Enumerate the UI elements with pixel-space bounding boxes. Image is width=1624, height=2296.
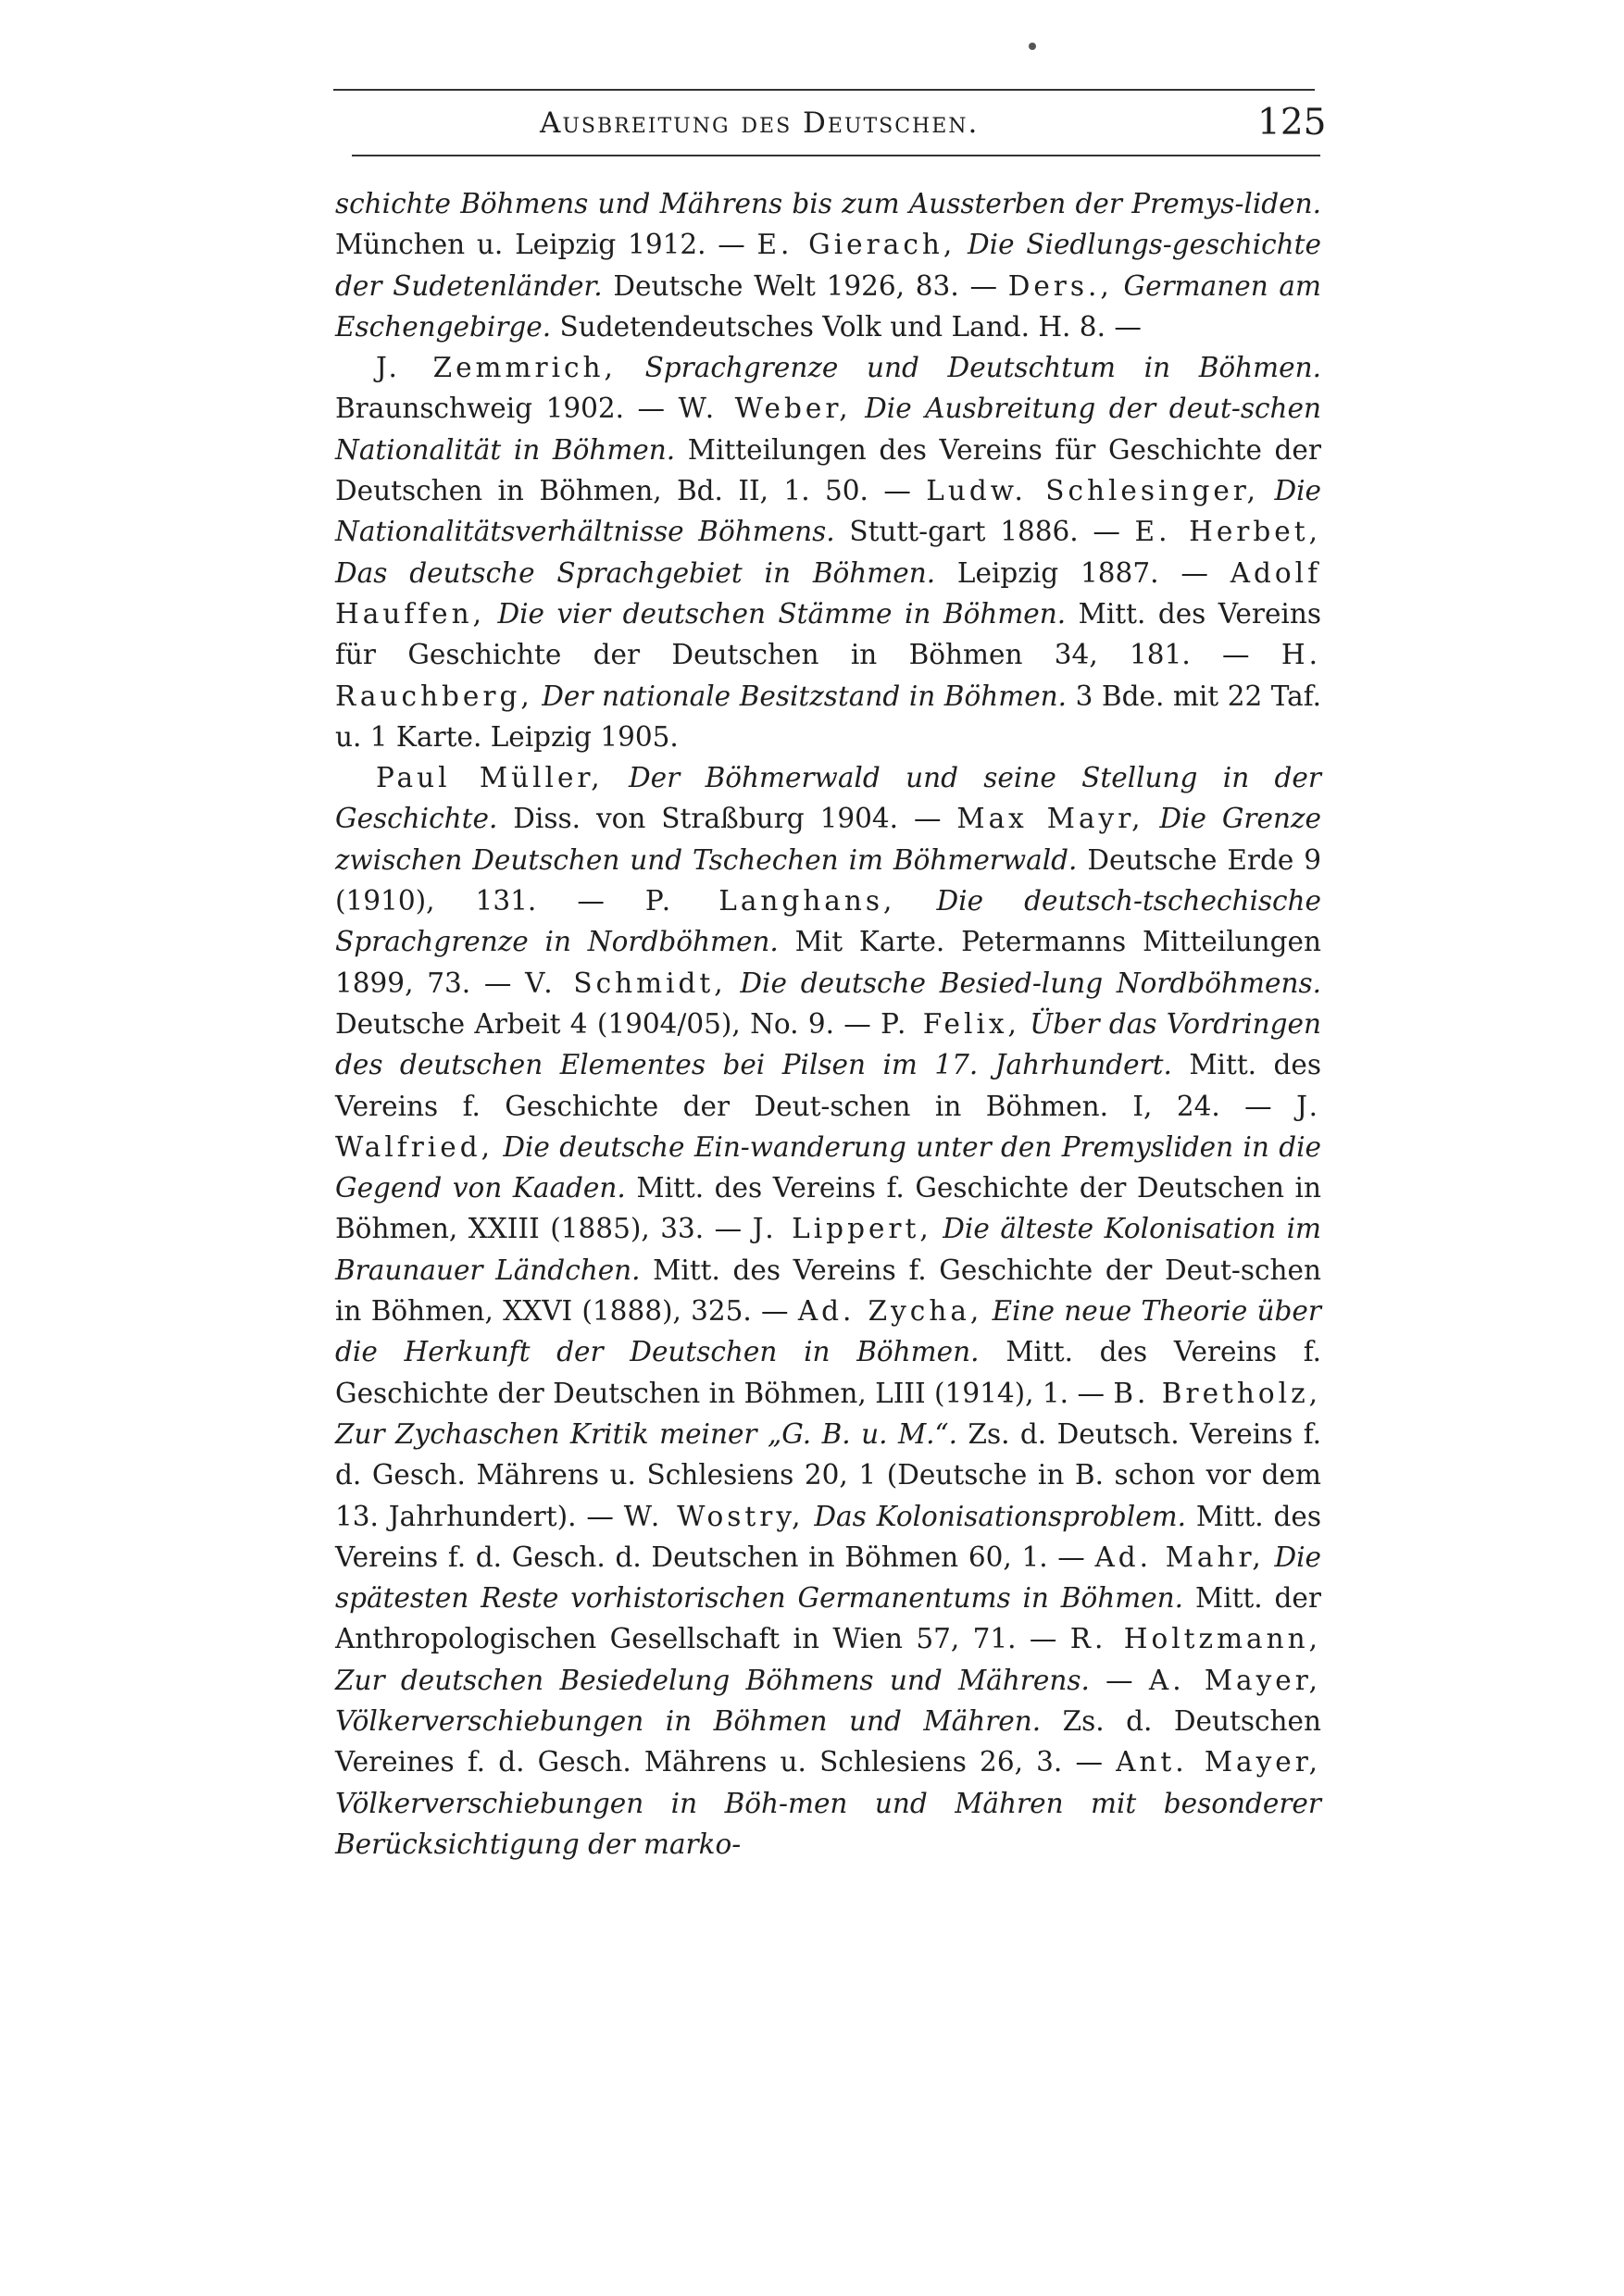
page-number: 125 (1257, 102, 1327, 144)
italic-title: Völkerverschiebungen in Böh-men und Mähren mit besonderer Berücksichtigung der marko- (335, 1787, 1321, 1860)
plain-text (895, 885, 936, 917)
author-name: P. Felix, (881, 1007, 1020, 1040)
author-name: W. Wostry, (623, 1500, 805, 1532)
plain-text: Mitt. des Vereins f. Geschichte der Deutschen in Böhmen, XXIII (1885), 33. — (335, 1172, 1321, 1245)
italic-title: Die Ausbreitung der deut-schen Nationalität in Böhmen. (335, 393, 1321, 466)
paragraph-2 (335, 347, 1321, 757)
plain-text (956, 229, 968, 260)
author-name: Adolf Hauffen, (335, 556, 1321, 630)
plain-text: 3 Bde. mit 22 Taf. u. 1 Karte. Leipzig 1905. (335, 680, 1322, 753)
plain-text: Mitt. des Vereins f. Geschichte der Deut-schen in Böhmen. I, 24. — (335, 1049, 1321, 1122)
plain-text (493, 1131, 503, 1163)
author-name: A. Mayer, (1148, 1664, 1321, 1696)
author-name: Max Mayr, (956, 803, 1144, 835)
author-name: B. Bretholz, (1113, 1377, 1321, 1409)
plain-text: Deutsche Arbeit 4 (1904/05), No. 9. — (335, 1007, 881, 1040)
paragraph-1 (335, 183, 1321, 347)
italic-title: Die Siedlungs-geschichte der Sudetenländer. (335, 229, 1321, 302)
italic-title: Sprachgrenze und Deutschtum in Böhmen. (644, 352, 1321, 384)
plain-text (804, 1501, 814, 1532)
italic-title: Das deutsche Sprachgebiet in Böhmen. (335, 556, 936, 589)
author-name: H. Rauchberg, (335, 639, 1321, 712)
plain-text (932, 1213, 943, 1244)
italic-title: Völkerverschiebungen in Böhmen und Mähren. (335, 1704, 1042, 1737)
italic-title: Über das Vordringen des deutschen Elementes bei Pilsen im 17. Jahrhundert. (335, 1007, 1322, 1081)
italic-title: Die Nationalitätsverhältnisse Böhmens. (335, 475, 1321, 548)
paragraph-3 (335, 757, 1321, 1865)
author-name: J. Walfried, (335, 1090, 1321, 1163)
author-name: V. Schmidt, (525, 967, 727, 999)
author-name: Ant. Mayer, (1116, 1746, 1321, 1778)
header-rule-top (333, 89, 1315, 91)
plain-text: Mitt. der Anthropologischen Gesellschaft in Wien 57, 71. — (335, 1582, 1321, 1655)
plain-text: Mitteilungen des Vereins für Geschichte der Deutschen in Böhmen, Bd. II, 1. 50. — (335, 433, 1321, 507)
italic-title: Germanen am Eschengebirge. (335, 269, 1321, 343)
italic-title: Die deutsche Ein-wanderung unter den Premysliden in die Gegend von Kaaden. (335, 1130, 1321, 1204)
italic-title: Zur deutschen Besiedelung Böhmens und Mährens. (335, 1664, 1090, 1696)
plain-text (533, 680, 543, 712)
italic-title: Das Kolonisationsproblem. (814, 1500, 1187, 1532)
plain-text: — (1089, 1664, 1149, 1696)
plain-text: Mitt. des Vereins f. Geschichte der Deutschen in Böhmen, LIII (1914), 1. — (335, 1336, 1321, 1409)
author-name: E. Gierach, (756, 229, 956, 261)
plain-text (982, 1295, 992, 1327)
plain-text: Mitt. des Vereins f. d. Gesch. d. Deutschen in Böhmen 60, 1. — (335, 1500, 1322, 1573)
author-name: Ludw. Schlesinger, (926, 475, 1260, 507)
header-rule-bottom (352, 155, 1320, 156)
plain-text (1020, 1008, 1030, 1040)
italic-title: Die vier deutschen Stämme in Böhmen. (497, 597, 1067, 630)
italic-title: Die Grenze zwischen Deutschen und Tschechen im Böhmerwald. (335, 803, 1321, 876)
plain-text (1265, 1541, 1275, 1573)
body-text (335, 183, 1321, 1865)
plain-text: Stutt-gart 1886. — (834, 516, 1135, 548)
plain-text (727, 967, 741, 999)
plain-text (1143, 803, 1159, 834)
plain-text (617, 352, 645, 383)
plain-text: Diss. von Straßburg 1904. — (497, 803, 957, 835)
italic-title: Die deutsche Besied-lung Nordböhmens. (740, 967, 1321, 999)
italic-title: Die älteste Kolonisation im Braunauer Ländchen. (335, 1213, 1322, 1286)
italic-title: Die spätesten Reste vorhistorischen Germanentums in Böhmen. (335, 1541, 1321, 1615)
italic-title: Die deutsch-tschechische Sprachgrenze in Nordböhmen. (335, 885, 1321, 958)
author-name: J. Lippert, (752, 1213, 932, 1245)
author-name: Ad. Mahr, (1094, 1541, 1265, 1573)
italic-title: Der nationale Besitzstand in Böhmen. (542, 680, 1068, 712)
author-name: W. Weber, (678, 393, 852, 425)
plain-text (1259, 475, 1274, 506)
author-name: Ders., (1007, 269, 1113, 302)
italic-title: schichte Böhmens und Mährens bis zum Aussterben der Premys-liden. (335, 188, 1321, 219)
italic-title: Zur Zychaschen Kritik meiner „G. B. u. M.“. (335, 1417, 957, 1450)
plain-text: Zs. d. Deutschen Vereines f. d. Gesch. Mährens u. Schlesiens 26, 3. — (335, 1704, 1321, 1778)
italic-title: Eine neue Theorie über die Herkunft der Deutschen in Böhmen. (335, 1295, 1321, 1368)
plain-text: Leipzig 1887. — (935, 556, 1230, 589)
author-name: Paul Müller, (376, 762, 604, 794)
author-name: Ad. Zycha, (797, 1295, 983, 1328)
plain-text (604, 762, 629, 793)
italic-title: Der Böhmerwald und seine Stellung in der Geschichte. (335, 762, 1321, 835)
print-speck (1029, 43, 1036, 50)
plain-text: Sudetendeutsches Volk und Land. H. 8. — (551, 310, 1142, 343)
author-name: E. Herbet, (1134, 516, 1321, 548)
plain-text: München u. Leipzig 1912. — (335, 229, 757, 261)
author-name: R. Holtzmann, (1069, 1623, 1321, 1655)
plain-text: Mitt. des Vereins f. Geschichte der Deut-schen in Böhmen, XXVI (1888), 325. — (335, 1254, 1321, 1328)
plain-text (852, 393, 866, 424)
plain-text: Mitt. des Vereins für Geschichte der Deutschen in Böhmen 34, 181. — (335, 597, 1321, 671)
plain-text: Mit Karte. Petermanns Mitteilungen 1899, 73. — (335, 926, 1321, 999)
running-title: Ausbreitung des Deutschen. (540, 106, 980, 140)
plain-text: Zs. d. Deutsch. Vereins f. d. Gesch. Mährens u. Schlesiens 20, 1 (Deutsche in B. schon vor dem 13. Jahrhundert). — (335, 1417, 1321, 1532)
plain-text: Deutsche Erde 9 (1910), 131. — (335, 843, 1321, 917)
plain-text (1113, 270, 1124, 302)
plain-text (485, 598, 497, 630)
author-name: P. Langhans, (644, 885, 896, 917)
plain-text: Deutsche Welt 1926, 83. — (602, 269, 1008, 302)
author-name: J. Zemmrich, (376, 352, 617, 384)
plain-text: Braunschweig 1902. — (335, 393, 679, 425)
